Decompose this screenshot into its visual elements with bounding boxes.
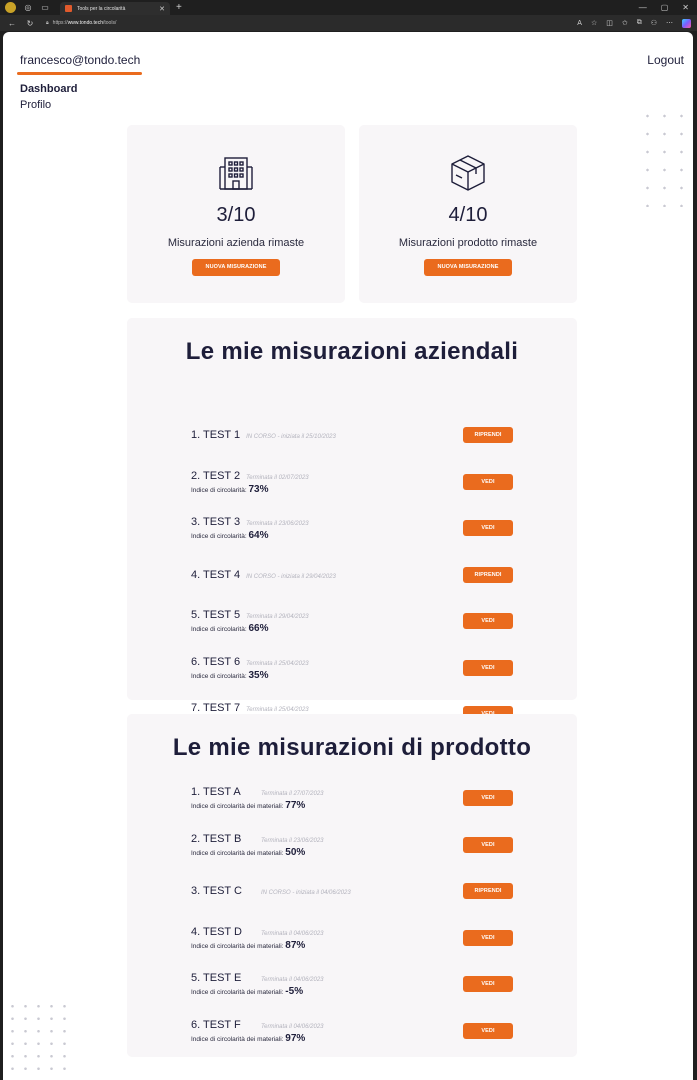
circularity-index-value: 50% xyxy=(285,846,306,858)
circularity-index-value: 77% xyxy=(285,800,306,811)
circularity-index xyxy=(191,530,268,541)
circularity-index-label: Indice di circolarità: xyxy=(191,533,249,540)
measurement-status: IN CORSO - iniziata il 25/10/2023 xyxy=(246,434,336,440)
tab-actions-icon[interactable]: ▭ xyxy=(41,2,49,12)
list-item xyxy=(191,516,513,540)
measurement-name xyxy=(191,885,351,897)
measurement-name xyxy=(191,786,324,798)
decorative-dots xyxy=(3,1000,73,1080)
minimize-icon[interactable]: — xyxy=(638,3,647,12)
measurement-status: Terminata il 02/07/2023 xyxy=(246,474,309,481)
refresh-icon[interactable]: ↻ xyxy=(26,18,34,28)
product-measurements-card xyxy=(127,714,577,1057)
measurement-title: 6. TEST F xyxy=(191,1018,241,1031)
maximize-icon[interactable]: ▢ xyxy=(660,3,669,12)
browser-tab[interactable] xyxy=(60,2,170,15)
back-icon[interactable]: ← xyxy=(8,18,16,28)
building-icon xyxy=(216,153,256,193)
profile-avatar[interactable] xyxy=(5,2,16,13)
box-icon xyxy=(448,153,488,193)
browser-tab-bar xyxy=(0,0,697,15)
measurement-title: 4. TEST D xyxy=(191,925,242,938)
tab-favicon-icon xyxy=(65,5,72,12)
measurement-title: 5. TEST 5 xyxy=(191,609,241,621)
measurement-status: Terminata il 04/06/2023 xyxy=(261,977,324,983)
view-button[interactable]: VEDI xyxy=(463,474,513,490)
circularity-index-value: 97% xyxy=(285,1032,306,1044)
circularity-index-value: 73% xyxy=(248,483,269,495)
circularity-index-value: 87% xyxy=(285,939,306,951)
view-button[interactable]: VEDI xyxy=(463,660,513,676)
url-host: www.tondo.tech xyxy=(67,20,103,26)
circularity-index-label: Indice di circolarità dei materiali: xyxy=(191,942,286,950)
measurement-status: Terminata il 04/06/2023 xyxy=(261,1023,324,1030)
tab-title: Tools per la circolarità xyxy=(77,5,126,12)
url-field[interactable] xyxy=(46,20,116,26)
nav-profile[interactable]: Profilo xyxy=(20,99,52,111)
measurement-title: 3. TEST C xyxy=(191,885,242,897)
list-item xyxy=(191,609,513,633)
circularity-index-label: Indice di circolarità dei materiali: xyxy=(191,989,286,996)
measurement-name xyxy=(191,1019,324,1031)
measurement-status: Terminata il 04/06/2023 xyxy=(261,930,324,937)
view-button[interactable]: VEDI xyxy=(463,613,513,629)
circularity-index-value: 35% xyxy=(248,669,269,681)
circularity-index-label: Indice di circolarità dei materiali: xyxy=(191,849,286,857)
measurement-status: IN CORSO - iniziata il 04/06/2023 xyxy=(261,890,351,896)
collections-icon[interactable]: ⧉ xyxy=(636,19,642,26)
circularity-index-value: 64% xyxy=(248,530,269,541)
measurement-status: Terminata il 25/04/2023 xyxy=(246,660,309,667)
logout-link[interactable]: Logout xyxy=(647,53,684,67)
circularity-index xyxy=(191,623,268,634)
list-item xyxy=(191,656,513,680)
lock-icon: 🔒︎ xyxy=(46,20,49,26)
measurement-status: Terminata il 23/06/2023 xyxy=(261,837,324,844)
measurement-name xyxy=(191,972,324,984)
circularity-index-label: Indice di circolarità dei materiali: xyxy=(191,1035,286,1043)
list-item xyxy=(191,786,513,810)
measurement-title: 5. TEST E xyxy=(191,972,242,984)
view-button[interactable]: VEDI xyxy=(463,930,513,946)
copilot-icon[interactable] xyxy=(682,19,691,28)
new-company-measurement-button[interactable]: NUOVA MISURAZIONE xyxy=(192,259,280,276)
measurement-name xyxy=(191,702,309,714)
resume-button[interactable]: RIPRENDI xyxy=(463,883,513,899)
measurement-title: 4. TEST 4 xyxy=(191,568,241,581)
resume-button[interactable]: RIPRENDI xyxy=(463,427,513,443)
list-item xyxy=(191,429,513,453)
circularity-index-label: Indice di circolarità: xyxy=(191,486,249,494)
favorites-icon[interactable]: ✩ xyxy=(621,20,628,27)
circularity-index xyxy=(191,800,305,811)
new-tab-icon[interactable]: + xyxy=(176,2,182,13)
circularity-index xyxy=(191,1033,305,1044)
company-section-title: Le mie misurazioni aziendali xyxy=(185,338,519,365)
list-item xyxy=(191,470,513,494)
company-counter-card xyxy=(127,125,345,303)
measurement-name xyxy=(191,609,309,621)
window-controls xyxy=(639,3,689,12)
circularity-index-label: Indice di circolarità: xyxy=(191,626,249,633)
product-count-label: Misurazioni prodotto rimaste xyxy=(398,237,538,249)
measurement-name xyxy=(191,429,336,441)
circularity-index-label: Indice di circolarità dei materiali: xyxy=(191,803,286,810)
measurement-title: 1. TEST 1 xyxy=(191,429,241,441)
list-item xyxy=(191,569,513,593)
circularity-index xyxy=(191,670,268,681)
measurement-name xyxy=(191,926,324,938)
company-count-value: 3/10 xyxy=(216,204,256,226)
measurement-status: Terminata il 27/07/2023 xyxy=(261,791,324,797)
new-product-measurement-button[interactable]: NUOVA MISURAZIONE xyxy=(424,259,512,276)
product-section-title: Le mie misurazioni di prodotto xyxy=(172,734,532,761)
measurement-status: Terminata il 29/04/2023 xyxy=(246,614,309,620)
measurement-title: 7. TEST 7 xyxy=(191,702,241,714)
more-menu-icon[interactable]: ⋯ xyxy=(666,20,673,27)
view-button[interactable]: VEDI xyxy=(463,520,513,536)
url-path: /tools/ xyxy=(103,20,117,26)
page-content xyxy=(3,32,693,1080)
resume-button[interactable]: RIPRENDI xyxy=(463,567,513,583)
extension-icon[interactable]: ⚇ xyxy=(650,20,657,27)
circularity-index-value: 66% xyxy=(248,623,269,634)
measurement-status: IN CORSO - iniziata il 29/04/2023 xyxy=(246,573,336,580)
measurement-name xyxy=(191,470,309,482)
list-item xyxy=(191,885,513,909)
measurement-title: 2. TEST B xyxy=(191,832,242,845)
circularity-index xyxy=(191,986,303,997)
view-button[interactable]: VEDI xyxy=(463,790,513,806)
company-measurements-card xyxy=(127,318,577,714)
measurement-title: 3. TEST 3 xyxy=(191,516,241,528)
view-button[interactable]: VEDI xyxy=(463,1023,513,1039)
measurement-status: Terminata il 25/04/2023 xyxy=(246,707,309,713)
list-item xyxy=(191,1019,513,1043)
user-email: francesco@tondo.tech xyxy=(20,53,141,67)
measurement-status: Terminata il 23/06/2023 xyxy=(246,521,309,527)
decorative-dots xyxy=(639,107,693,207)
circularity-index xyxy=(191,940,305,951)
measurement-title: 1. TEST A xyxy=(191,786,241,798)
tab-close-icon[interactable]: ✕ xyxy=(159,5,165,13)
view-button[interactable]: VEDI xyxy=(463,837,513,853)
circularity-index xyxy=(191,847,305,858)
measurement-name xyxy=(191,833,324,845)
circularity-index-value: -5% xyxy=(285,986,304,997)
browser-address-bar xyxy=(0,15,697,31)
measurement-name xyxy=(191,569,336,581)
measurement-title: 2. TEST 2 xyxy=(191,469,241,482)
circularity-index-label: Indice di circolarità: xyxy=(191,672,249,680)
product-count-value: 4/10 xyxy=(448,204,488,226)
view-button[interactable]: VEDI xyxy=(463,976,513,992)
url-prefix: https:// xyxy=(52,20,68,26)
user-underline xyxy=(17,72,142,75)
list-item xyxy=(191,926,513,950)
favorite-star-icon[interactable]: ☆ xyxy=(590,20,598,27)
measurement-title: 6. TEST 6 xyxy=(191,655,241,668)
measurement-name xyxy=(191,656,309,668)
nav-dashboard[interactable]: Dashboard xyxy=(20,83,78,95)
company-count-label: Misurazioni azienda rimaste xyxy=(167,237,305,249)
workspaces-icon[interactable]: ◎ xyxy=(24,2,32,12)
list-item xyxy=(191,972,513,996)
close-window-icon[interactable]: ✕ xyxy=(682,3,689,12)
read-aloud-icon[interactable]: A xyxy=(577,19,582,27)
split-screen-icon[interactable]: ◫ xyxy=(606,20,613,27)
measurement-name xyxy=(191,516,309,528)
browser-toolbar xyxy=(577,19,691,28)
circularity-index xyxy=(191,484,268,495)
product-counter-card xyxy=(359,125,577,303)
list-item xyxy=(191,833,513,857)
